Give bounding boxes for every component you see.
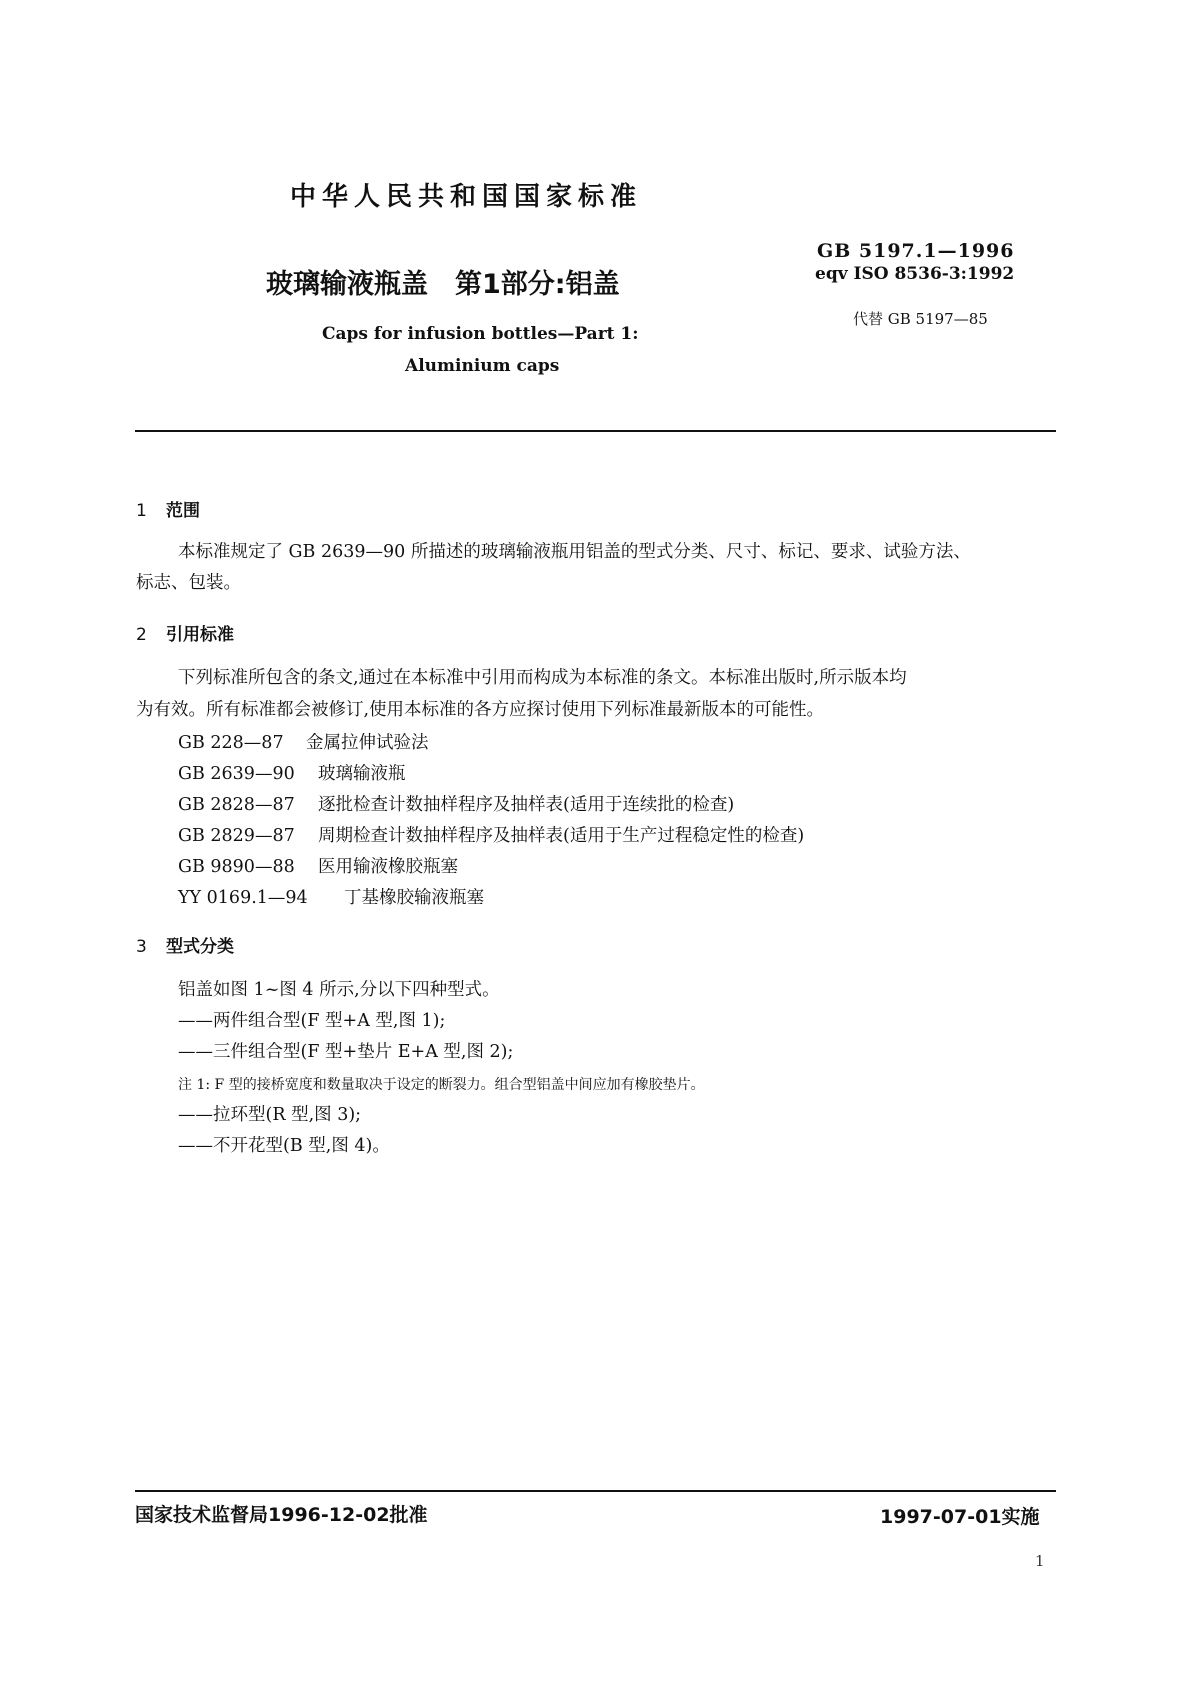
standard-number [817,240,1015,262]
equivalence-note: eqv ISO 8536-3:1992 [815,264,1015,284]
reference-code: YY 0169.1—94 [178,888,308,908]
page-title: 玻璃输液瓶盖 第1部分:铝盖 [266,269,620,300]
reference-code: GB 2829—87 [178,826,295,846]
reference-code: GB 9890—88 [178,857,295,877]
reference-item [178,729,429,754]
paragraph-line: 为有效。所有标准都会被修订,使用本标准的各方应探讨使用下列标准最新版本的可能性。 [136,700,825,720]
section-title: 引用标准 [166,625,234,645]
reference-title: 丁基橡胶输液瓶塞 [344,888,484,908]
type-item: ——三件组合型(F 型+垫片 E+A 型,图 2); [178,1042,514,1062]
effective-date: 1997-07-01实施 [880,1506,1040,1528]
english-title-line2: Aluminium caps [405,356,560,376]
type-item: ——两件组合型(F 型+A 型,图 1); [178,1011,446,1031]
paragraph-line: 铝盖如图 1~图 4 所示,分以下四种型式。 [178,980,500,1000]
section-number: 1 [136,501,147,521]
section-number: 2 [136,625,147,645]
national-standard-header: 中华人民共和国国家标准 [290,182,643,212]
section-number: 3 [136,937,147,957]
footer-divider [135,1490,1056,1492]
paragraph-line: 标志、包装。 [136,573,241,593]
page-number: 1 [1035,1552,1045,1570]
english-title-line1: Caps for infusion bottles—Part 1: [322,324,639,344]
reference-code: GB 2639—90 [178,764,295,784]
section-3-heading [136,932,234,957]
reference-code: GB 228—87 [178,733,284,753]
reference-title: 金属拉伸试验法 [306,733,429,753]
type-item: ——拉环型(R 型,图 3); [178,1105,362,1125]
reference-item [178,884,484,909]
reference-title: 周期检查计数抽样程序及抽样表(适用于生产过程稳定性的检查) [318,826,805,846]
reference-title: 逐批检查计数抽样程序及抽样表(适用于连续批的检查) [318,795,735,815]
paragraph-line: 本标准规定了 GB 2639—90 所描述的玻璃输液瓶用铝盖的型式分类、尺寸、标记、要求、试验方法、 [178,542,971,562]
type-item: ——不开花型(B 型,图 4)。 [178,1136,390,1156]
note: 注 1: F 型的接桥宽度和数量取决于设定的断裂力。组合型铝盖中间应加有橡胶垫片。 [178,1077,705,1093]
reference-title: 医用输液橡胶瓶塞 [318,857,458,877]
section-2-heading [136,620,234,645]
reference-item [178,822,804,847]
reference-title: 玻璃输液瓶 [318,764,406,784]
header-divider [135,430,1056,432]
paragraph-line: 下列标准所包含的条文,通过在本标准中引用而构成为本标准的条文。本标准出版时,所示版本均 [178,668,907,688]
reference-code: GB 2828—87 [178,795,295,815]
section-title: 范围 [166,501,200,521]
approval-statement: 国家技术监督局1996-12-02批准 [135,1504,428,1526]
reference-item [178,853,458,878]
reference-item [178,791,734,816]
reference-item [178,760,406,785]
section-1-heading [136,496,200,521]
standard-number-text: GB 5197.1—1996 [817,240,1015,262]
replaces-note: 代替 GB 5197—85 [853,310,988,328]
section-title: 型式分类 [166,937,234,957]
